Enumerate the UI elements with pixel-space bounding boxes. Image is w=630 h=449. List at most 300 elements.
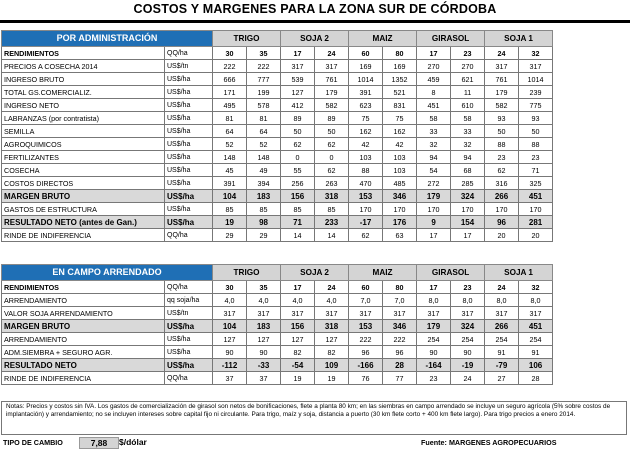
value-cell: 1352 [383,73,417,86]
value-cell: 8,0 [417,294,451,307]
value-cell: 266 [485,190,519,203]
value-cell: 9 [417,216,451,229]
value-cell: 8,0 [485,294,519,307]
row-unit: QQ/ha [165,229,213,242]
value-cell: 14 [281,229,315,242]
value-cell: 170 [349,203,383,216]
value-cell: 75 [349,112,383,125]
value-cell: 80 [383,47,417,60]
crop-header: SOJA 1 [485,31,553,47]
row-unit: US$/ha [165,190,213,203]
value-cell: 58 [417,112,451,125]
table-row [2,112,553,125]
table-row [2,138,553,151]
value-cell: 610 [451,99,485,112]
value-cell: 831 [383,99,417,112]
value-cell: 17 [281,47,315,60]
value-cell: 127 [247,333,281,346]
value-cell: 127 [281,86,315,99]
value-cell: 55 [281,164,315,177]
value-cell: 325 [519,177,553,190]
table-row [2,164,553,177]
value-cell: 317 [349,307,383,320]
value-cell: 89 [281,112,315,125]
row-label: COSTOS DIRECTOS [2,177,165,190]
row-label: INGRESO NETO [2,99,165,112]
value-cell: 222 [213,60,247,73]
value-cell: 179 [315,86,349,99]
exchange-unit: $/dólar [119,437,147,447]
value-cell: 42 [349,138,383,151]
exchange-value: 7,88 [79,437,119,449]
value-cell: 85 [281,203,315,216]
value-cell: 68 [451,164,485,177]
value-cell: -112 [213,359,247,372]
row-unit: US$/ha [165,359,213,372]
value-cell: 37 [213,372,247,385]
value-cell: 52 [247,138,281,151]
row-unit: US$/ha [165,333,213,346]
value-cell: 317 [281,60,315,73]
source-text: Fuente: MARGENES AGROPECUARIOS [421,438,557,447]
value-cell: 316 [485,177,519,190]
value-cell: 4,0 [281,294,315,307]
value-cell: 103 [349,151,383,164]
value-cell: 254 [519,333,553,346]
row-unit: US$/tn [165,307,213,320]
value-cell: 32 [451,138,485,151]
value-cell: 82 [315,346,349,359]
value-cell: 32 [417,138,451,151]
value-cell: 85 [213,203,247,216]
table-row [2,177,553,190]
value-cell: 17 [451,229,485,242]
table-row [2,281,553,294]
value-cell: 32 [519,47,553,60]
value-cell: 8,0 [451,294,485,307]
value-cell: 148 [213,151,247,164]
value-cell: -33 [247,359,281,372]
value-cell: 162 [383,125,417,138]
row-label: INGRESO BRUTO [2,73,165,86]
value-cell: 317 [383,307,417,320]
value-cell: 148 [247,151,281,164]
value-cell: 254 [451,333,485,346]
table-row [2,333,553,346]
value-cell: 4,0 [315,294,349,307]
table-row [2,60,553,73]
value-cell: 451 [417,99,451,112]
page-title: COSTOS Y MARGENES PARA LA ZONA SUR DE CÓRDOBA [133,2,497,16]
value-cell: 88 [519,138,553,151]
value-cell: 35 [247,47,281,60]
value-cell: 470 [349,177,383,190]
value-cell: -17 [349,216,383,229]
value-cell: 521 [383,86,417,99]
table-row [2,203,553,216]
value-cell: 317 [213,307,247,320]
table-row [2,346,553,359]
row-unit: US$/ha [165,320,213,333]
table-row [2,307,553,320]
value-cell: 412 [281,99,315,112]
value-cell: 90 [247,346,281,359]
value-cell: 153 [349,190,383,203]
value-cell: 71 [281,216,315,229]
value-cell: 88 [485,138,519,151]
value-cell: 54 [417,164,451,177]
value-cell: 90 [417,346,451,359]
value-cell: 4,0 [247,294,281,307]
value-cell: 256 [281,177,315,190]
value-cell: 391 [213,177,247,190]
value-cell: 104 [213,320,247,333]
value-cell: 64 [213,125,247,138]
table-row [2,229,553,242]
value-cell: 451 [519,190,553,203]
value-cell: 85 [315,203,349,216]
value-cell: 64 [247,125,281,138]
value-cell: 485 [383,177,417,190]
value-cell: 266 [485,320,519,333]
value-cell: -164 [417,359,451,372]
row-label: RENDIMIENTOS [2,281,165,294]
value-cell: 222 [247,60,281,73]
value-cell: 169 [383,60,417,73]
header-row [2,265,553,281]
row-unit: US$/ha [165,73,213,86]
value-cell: 98 [247,216,281,229]
table-row [2,372,553,385]
table-row [2,99,553,112]
table-row [2,359,553,372]
value-cell: 89 [315,112,349,125]
value-cell: 103 [383,164,417,177]
value-cell: 58 [451,112,485,125]
value-cell: 170 [451,203,485,216]
value-cell: 254 [417,333,451,346]
value-cell: 666 [213,73,247,86]
row-label: SEMILLA [2,125,165,138]
row-label: MARGEN BRUTO [2,320,165,333]
value-cell: 7,0 [349,294,383,307]
value-cell: 14 [315,229,349,242]
crop-header: TRIGO [213,31,281,47]
row-label: ARRENDAMIENTO [2,333,165,346]
value-cell: 17 [417,47,451,60]
arrendado-table [1,264,553,385]
value-cell: 495 [213,99,247,112]
value-cell: 19 [315,372,349,385]
value-cell: 24 [315,47,349,60]
crop-header: TRIGO [213,265,281,281]
value-cell: 62 [349,229,383,242]
value-cell: 346 [383,190,417,203]
value-cell: 17 [281,281,315,294]
table-row [2,294,553,307]
value-cell: 263 [315,177,349,190]
value-cell: 777 [247,73,281,86]
value-cell: 37 [247,372,281,385]
value-cell: 24 [451,372,485,385]
value-cell: 179 [485,86,519,99]
table-row [2,151,553,164]
value-cell: -19 [451,359,485,372]
value-cell: 62 [485,164,519,177]
value-cell: 50 [315,125,349,138]
value-cell: 285 [451,177,485,190]
value-cell: 1014 [519,73,553,86]
admin-table [1,30,553,242]
value-cell: 23 [417,372,451,385]
value-cell: 162 [349,125,383,138]
row-label: RESULTADO NETO [2,359,165,372]
table-row [2,320,553,333]
row-unit: US$/ha [165,203,213,216]
value-cell: 4,0 [213,294,247,307]
value-cell: 582 [315,99,349,112]
value-cell: -54 [281,359,315,372]
value-cell: 170 [485,203,519,216]
value-cell: 20 [519,229,553,242]
value-cell: 0 [315,151,349,164]
value-cell: 71 [519,164,553,177]
value-cell: 23 [519,151,553,164]
value-cell: 233 [315,216,349,229]
value-cell: 90 [451,346,485,359]
value-cell: 94 [417,151,451,164]
value-cell: 170 [383,203,417,216]
row-label: RINDE DE INDIFERENCIA [2,229,165,242]
value-cell: 324 [451,320,485,333]
value-cell: 761 [315,73,349,86]
row-label: ADM.SIEMBRA + SEGURO AGR. [2,346,165,359]
value-cell: -79 [485,359,519,372]
crop-header: MAIZ [349,265,417,281]
value-cell: 62 [315,164,349,177]
row-unit: US$/ha [165,164,213,177]
value-cell: 81 [213,112,247,125]
value-cell: 582 [485,99,519,112]
value-cell: 170 [417,203,451,216]
table-row [2,47,553,60]
value-cell: 179 [417,320,451,333]
value-cell: 96 [349,346,383,359]
row-label: AGROQUIMICOS [2,138,165,151]
value-cell: 85 [247,203,281,216]
row-label: PRECIOS A COSECHA 2014 [2,60,165,73]
row-label: VALOR SOJA ARRENDAMIENTO [2,307,165,320]
value-cell: 96 [383,346,417,359]
value-cell: 539 [281,73,315,86]
value-cell: 171 [213,86,247,99]
row-unit: US$/ha [165,99,213,112]
value-cell: 35 [247,281,281,294]
row-unit: US$/ha [165,138,213,151]
value-cell: 52 [213,138,247,151]
row-label: LABRANZAS (por contratista) [2,112,165,125]
crop-header: SOJA 1 [485,265,553,281]
value-cell: -166 [349,359,383,372]
value-cell: 394 [247,177,281,190]
value-cell: 17 [417,229,451,242]
value-cell: 82 [281,346,315,359]
row-unit: US$/ha [165,125,213,138]
value-cell: 7,0 [383,294,417,307]
value-cell: 127 [213,333,247,346]
value-cell: 156 [281,190,315,203]
value-cell: 317 [315,307,349,320]
value-cell: 317 [485,307,519,320]
value-cell: 270 [451,60,485,73]
value-cell: 239 [519,86,553,99]
table-row [2,86,553,99]
row-unit: US$/tn [165,60,213,73]
value-cell: 317 [519,307,553,320]
value-cell: 623 [349,99,383,112]
value-cell: 621 [451,73,485,86]
row-label: FERTILIZANTES [2,151,165,164]
value-cell: 103 [383,151,417,164]
value-cell: 24 [485,47,519,60]
value-cell: 63 [383,229,417,242]
value-cell: 317 [451,307,485,320]
value-cell: 324 [451,190,485,203]
value-cell: 11 [451,86,485,99]
table-row [2,216,553,229]
value-cell: 75 [383,112,417,125]
value-cell: 179 [417,190,451,203]
row-unit: QQ/ha [165,281,213,294]
value-cell: 199 [247,86,281,99]
row-label: RENDIMIENTOS [2,47,165,60]
row-label: ARRENDAMIENTO [2,294,165,307]
section-label: POR ADMINISTRACIÓN [2,31,213,47]
value-cell: 317 [247,307,281,320]
row-unit: QQ/ha [165,372,213,385]
value-cell: 176 [383,216,417,229]
row-label: RINDE DE INDIFERENCIA [2,372,165,385]
value-cell: 281 [519,216,553,229]
value-cell: 317 [281,307,315,320]
value-cell: 169 [349,60,383,73]
row-label: RESULTADO NETO (antes de Gan.) [2,216,165,229]
footer [1,438,629,449]
value-cell: 76 [349,372,383,385]
value-cell: 23 [451,281,485,294]
value-cell: 459 [417,73,451,86]
row-unit: qq soja/ha [165,294,213,307]
row-label: MARGEN BRUTO [2,190,165,203]
row-unit: US$/ha [165,177,213,190]
value-cell: 775 [519,99,553,112]
value-cell: 60 [349,281,383,294]
value-cell: 27 [485,372,519,385]
row-label: TOTAL GS.COMERCIALIZ. [2,86,165,99]
value-cell: 317 [315,60,349,73]
value-cell: 317 [519,60,553,73]
row-unit: US$/ha [165,86,213,99]
value-cell: 50 [519,125,553,138]
value-cell: 222 [349,333,383,346]
crop-header: GIRASOL [417,265,485,281]
value-cell: 154 [451,216,485,229]
value-cell: 93 [519,112,553,125]
value-cell: 8,0 [519,294,553,307]
value-cell: 30 [213,281,247,294]
value-cell: 106 [519,359,553,372]
value-cell: 0 [281,151,315,164]
value-cell: 17 [417,281,451,294]
value-cell: 272 [417,177,451,190]
table-row [2,73,553,86]
value-cell: 24 [315,281,349,294]
value-cell: 156 [281,320,315,333]
crop-header: MAIZ [349,31,417,47]
value-cell: 761 [485,73,519,86]
value-cell: 96 [485,216,519,229]
value-cell: 81 [247,112,281,125]
table-row [2,190,553,203]
value-cell: 50 [281,125,315,138]
value-cell: 45 [213,164,247,177]
value-cell: 28 [519,372,553,385]
value-cell: 60 [349,47,383,60]
value-cell: 1014 [349,73,383,86]
value-cell: 318 [315,190,349,203]
value-cell: 93 [485,112,519,125]
value-cell: 109 [315,359,349,372]
section-label: EN CAMPO ARRENDADO [2,265,213,281]
value-cell: 29 [213,229,247,242]
value-cell: 20 [485,229,519,242]
value-cell: 80 [383,281,417,294]
table-row [2,125,553,138]
exchange-label: TIPO DE CAMBIO [3,438,63,447]
value-cell: 33 [417,125,451,138]
value-cell: 346 [383,320,417,333]
value-cell: 451 [519,320,553,333]
row-unit: US$/ha [165,346,213,359]
value-cell: 317 [485,60,519,73]
value-cell: 49 [247,164,281,177]
row-label: GASTOS DE ESTRUCTURA [2,203,165,216]
value-cell: 8 [417,86,451,99]
value-cell: 91 [519,346,553,359]
value-cell: 104 [213,190,247,203]
value-cell: 127 [315,333,349,346]
value-cell: 23 [451,47,485,60]
value-cell: 24 [485,281,519,294]
row-unit: US$/ha [165,112,213,125]
value-cell: 19 [213,216,247,229]
value-cell: 32 [519,281,553,294]
value-cell: 33 [451,125,485,138]
value-cell: 183 [247,320,281,333]
value-cell: 91 [485,346,519,359]
value-cell: 50 [485,125,519,138]
value-cell: 317 [417,307,451,320]
value-cell: 318 [315,320,349,333]
title-rule [0,20,630,23]
value-cell: 30 [213,47,247,60]
value-cell: 29 [247,229,281,242]
value-cell: 28 [383,359,417,372]
value-cell: 62 [315,138,349,151]
crop-header: SOJA 2 [281,31,349,47]
value-cell: 19 [281,372,315,385]
value-cell: 183 [247,190,281,203]
